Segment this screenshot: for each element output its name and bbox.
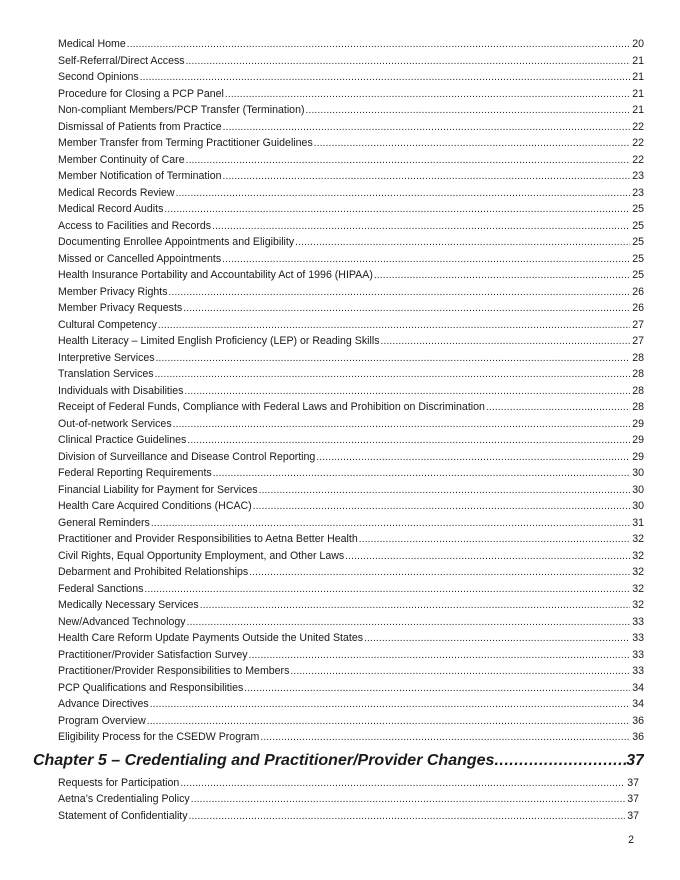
toc-entry[interactable] bbox=[58, 152, 644, 169]
toc-entry[interactable] bbox=[58, 791, 639, 808]
toc-entry-title: Missed or Cancelled Appointments bbox=[58, 252, 222, 265]
toc-entry-page: 37 bbox=[627, 793, 639, 805]
toc-entry-page: 33 bbox=[632, 648, 644, 661]
toc-entry-page: 29 bbox=[632, 417, 644, 430]
toc-entry-page: 28 bbox=[632, 384, 644, 397]
toc-leader-dots bbox=[381, 334, 631, 350]
toc-entry-page: 28 bbox=[632, 401, 644, 413]
toc-leader-dots bbox=[158, 318, 630, 334]
toc-entry-page: 25 bbox=[632, 252, 644, 265]
toc-entry[interactable] bbox=[58, 69, 644, 86]
toc-leader-dots bbox=[173, 417, 631, 433]
toc-entry-title: Health Literacy – Limited English Proficiency (LEP) or Reading Skills bbox=[58, 335, 380, 347]
toc-leader-dots bbox=[184, 384, 630, 400]
toc-leader-dots bbox=[127, 37, 630, 53]
chapter-entries bbox=[58, 775, 639, 825]
toc-entry-title: Financial Liability for Payment for Services bbox=[58, 483, 258, 496]
toc-entry-title: Dismissal of Patients from Practice bbox=[58, 120, 222, 133]
toc-entry[interactable] bbox=[58, 531, 644, 548]
toc-entry[interactable] bbox=[58, 630, 644, 647]
toc-entry-page: 25 bbox=[632, 236, 644, 248]
toc-entry-page: 30 bbox=[632, 483, 644, 496]
toc-entry-page: 28 bbox=[632, 351, 644, 364]
toc-entry[interactable] bbox=[58, 498, 644, 515]
toc-entry-page: 27 bbox=[632, 318, 644, 331]
toc-entry[interactable] bbox=[58, 168, 644, 185]
toc-leader-dots bbox=[164, 202, 630, 218]
toc-entry[interactable] bbox=[58, 432, 644, 449]
toc-leader-dots bbox=[222, 252, 630, 268]
toc-entry-page: 29 bbox=[632, 434, 644, 446]
toc-entry[interactable] bbox=[58, 663, 644, 680]
toc-entry-title: Program Overview bbox=[58, 714, 146, 727]
toc-entry[interactable] bbox=[58, 201, 644, 218]
toc-entry-title: Out-of-network Services bbox=[58, 417, 172, 430]
toc-entry-page: 21 bbox=[632, 71, 644, 83]
toc-leader-dots bbox=[249, 648, 631, 664]
toc-entry-title: Clinical Practice Guidelines bbox=[58, 434, 187, 446]
toc-entry-title: Self-Referral/Direct Access bbox=[58, 54, 185, 67]
toc-entries bbox=[58, 36, 644, 746]
toc-entry-title: Member Transfer from Terming Practitioner Guidelines bbox=[58, 137, 313, 149]
toc-leader-dots bbox=[314, 136, 630, 152]
toc-entry[interactable] bbox=[58, 53, 644, 70]
toc-entry-page: 31 bbox=[632, 516, 644, 529]
toc-entry[interactable] bbox=[58, 383, 644, 400]
toc-entry-title: Eligibility Process for the CSEDW Program bbox=[58, 731, 260, 743]
toc-entry-title: Federal Reporting Requirements bbox=[58, 467, 212, 479]
toc-entry[interactable] bbox=[58, 218, 644, 235]
toc-entry-title: New/Advanced Technology bbox=[58, 615, 186, 628]
toc-leader-dots bbox=[295, 235, 630, 251]
toc-entry[interactable] bbox=[58, 350, 644, 367]
toc-entry-page: 32 bbox=[632, 582, 644, 595]
toc-entry-title: Cultural Competency bbox=[58, 318, 157, 331]
toc-entry[interactable] bbox=[58, 597, 644, 614]
toc-entry-page: 25 bbox=[632, 269, 644, 281]
toc-entry-page: 21 bbox=[632, 104, 644, 116]
table-of-contents bbox=[33, 36, 644, 824]
toc-entry-title: Member Notification of Termination bbox=[58, 170, 222, 182]
page-number: 2 bbox=[628, 834, 634, 846]
toc-entry-title: Member Continuity of Care bbox=[58, 153, 185, 166]
toc-entry-page: 34 bbox=[632, 698, 644, 710]
chapter-title: Chapter 5 – Credentialing and Practitioner/Provider Changes bbox=[33, 751, 495, 769]
toc-entry-page: 22 bbox=[632, 137, 644, 149]
toc-leader-dots bbox=[187, 615, 631, 631]
toc-entry-title: Second Opinions bbox=[58, 71, 139, 83]
toc-entry-title: Access to Facilities and Records bbox=[58, 219, 212, 232]
toc-entry[interactable] bbox=[58, 399, 644, 416]
toc-entry-title: Non-compliant Members/PCP Transfer (Termination) bbox=[58, 104, 305, 116]
toc-entry[interactable] bbox=[58, 680, 644, 697]
toc-entry-page: 32 bbox=[632, 549, 644, 562]
toc-entry-page: 32 bbox=[632, 599, 644, 611]
toc-entry[interactable] bbox=[58, 251, 644, 268]
toc-leader-dots bbox=[223, 169, 631, 185]
toc-entry-page: 32 bbox=[632, 533, 644, 545]
toc-entry-title: Medically Necessary Services bbox=[58, 599, 199, 611]
toc-leader-dots bbox=[260, 730, 630, 746]
toc-entry-title: Division of Surveillance and Disease Control Reporting bbox=[58, 450, 316, 463]
toc-leader-dots bbox=[359, 532, 630, 548]
toc-entry-page: 21 bbox=[632, 54, 644, 67]
toc-leader-dots bbox=[150, 697, 631, 713]
chapter-page: 37 bbox=[626, 751, 644, 769]
toc-entry-title: Requests for Participation bbox=[58, 776, 180, 789]
toc-leader-dots bbox=[176, 186, 631, 202]
toc-leader-dots bbox=[191, 792, 625, 808]
toc-entry-title: Interpretive Services bbox=[58, 351, 155, 364]
toc-entry[interactable] bbox=[58, 482, 644, 499]
toc-entry[interactable] bbox=[58, 614, 644, 631]
toc-leader-dots bbox=[345, 549, 630, 565]
toc-entry[interactable] bbox=[58, 317, 644, 334]
toc-entry-title: Procedure for Closing a PCP Panel bbox=[58, 87, 224, 100]
toc-leader-dots bbox=[290, 664, 630, 680]
toc-leader-dots bbox=[223, 120, 631, 136]
toc-entry-page: 22 bbox=[632, 153, 644, 166]
toc-leader-dots bbox=[306, 103, 631, 119]
toc-entry-title: Receipt of Federal Funds, Compliance with Federal Laws and Prohibition on Discrimination bbox=[58, 401, 485, 413]
toc-leader-dots bbox=[169, 285, 631, 301]
toc-entry-title: Medical Record Audits bbox=[58, 203, 164, 215]
toc-entry-title: Medical Records Review bbox=[58, 186, 175, 199]
toc-leader-dots bbox=[151, 516, 630, 532]
toc-entry[interactable] bbox=[58, 515, 644, 532]
toc-entry-title: Advance Directives bbox=[58, 698, 149, 710]
chapter-heading[interactable] bbox=[33, 748, 644, 774]
toc-entry-page: 26 bbox=[632, 285, 644, 298]
toc-entry-page: 21 bbox=[632, 87, 644, 100]
toc-entry[interactable] bbox=[58, 775, 639, 792]
toc-entry[interactable] bbox=[58, 36, 644, 53]
toc-entry[interactable] bbox=[58, 729, 644, 746]
toc-entry-page: 33 bbox=[632, 665, 644, 677]
toc-leader-dots bbox=[316, 450, 630, 466]
toc-entry-page: 23 bbox=[632, 186, 644, 199]
toc-entry-page: 36 bbox=[632, 731, 644, 743]
toc-entry-page: 25 bbox=[632, 203, 644, 215]
toc-leader-dots bbox=[189, 809, 626, 825]
toc-entry[interactable] bbox=[58, 86, 644, 103]
toc-entry-page: 37 bbox=[627, 809, 639, 822]
toc-entry-title: PCP Qualifications and Responsibilities bbox=[58, 681, 244, 694]
toc-entry-title: Documenting Enrollee Appointments and Eligibility bbox=[58, 236, 295, 248]
toc-leader-dots bbox=[155, 367, 631, 383]
toc-entry-title: Member Privacy Requests bbox=[58, 302, 183, 314]
toc-entry-title: Practitioner/Provider Satisfaction Survey bbox=[58, 648, 248, 661]
toc-entry-page: 28 bbox=[632, 368, 644, 380]
toc-entry[interactable] bbox=[58, 808, 639, 825]
toc-entry-page: 27 bbox=[632, 335, 644, 347]
toc-entry-page: 37 bbox=[627, 776, 639, 789]
toc-entry-title: Practitioner/Provider Responsibilities to Members bbox=[58, 665, 290, 677]
toc-entry-page: 30 bbox=[632, 467, 644, 479]
toc-leader-dots bbox=[249, 565, 630, 581]
toc-entry-page: 34 bbox=[632, 681, 644, 694]
chapter-leader-dots bbox=[494, 748, 626, 774]
toc-entry-page: 26 bbox=[632, 302, 644, 314]
toc-entry-title: Health Care Acquired Conditions (HCAC) bbox=[58, 500, 252, 512]
toc-entry[interactable] bbox=[58, 449, 644, 466]
toc-entry[interactable] bbox=[58, 119, 644, 136]
toc-leader-dots bbox=[156, 351, 631, 367]
toc-entry-title: Individuals with Disabilities bbox=[58, 384, 184, 397]
toc-entry-page: 20 bbox=[632, 38, 644, 50]
toc-leader-dots bbox=[374, 268, 630, 284]
toc-entry[interactable] bbox=[58, 267, 644, 284]
toc-entry[interactable] bbox=[58, 696, 644, 713]
toc-entry-title: Medical Home bbox=[58, 38, 126, 50]
toc-entry-page: 33 bbox=[632, 632, 644, 644]
toc-entry[interactable] bbox=[58, 713, 644, 730]
toc-entry[interactable] bbox=[58, 647, 644, 664]
toc-entry[interactable] bbox=[58, 102, 644, 119]
toc-leader-dots bbox=[225, 87, 630, 103]
toc-entry[interactable] bbox=[58, 284, 644, 301]
toc-leader-dots bbox=[212, 219, 630, 235]
toc-leader-dots bbox=[364, 631, 630, 647]
toc-leader-dots bbox=[253, 499, 630, 515]
toc-leader-dots bbox=[147, 714, 630, 730]
toc-entry-page: 29 bbox=[632, 450, 644, 463]
toc-leader-dots bbox=[180, 776, 625, 792]
toc-entry[interactable] bbox=[58, 366, 644, 383]
toc-entry[interactable] bbox=[58, 300, 644, 317]
toc-entry-page: 23 bbox=[632, 170, 644, 182]
toc-entry-title: Practitioner and Provider Responsibilities to Aetna Better Health bbox=[58, 533, 358, 545]
toc-entry[interactable] bbox=[58, 234, 644, 251]
toc-entry-title: Debarment and Prohibited Relationships bbox=[58, 566, 249, 578]
toc-entry-page: 33 bbox=[632, 615, 644, 628]
toc-entry-title: Federal Sanctions bbox=[58, 582, 144, 595]
toc-entry[interactable] bbox=[58, 333, 644, 350]
toc-leader-dots bbox=[244, 681, 630, 697]
toc-leader-dots bbox=[186, 153, 631, 169]
toc-entry-title: Health Insurance Portability and Accountability Act of 1996 (HIPAA) bbox=[58, 269, 373, 281]
toc-leader-dots bbox=[259, 483, 631, 499]
toc-entry-title: Translation Services bbox=[58, 368, 154, 380]
toc-entry-title: General Reminders bbox=[58, 516, 150, 529]
toc-leader-dots bbox=[144, 582, 630, 598]
toc-leader-dots bbox=[186, 54, 631, 70]
toc-leader-dots bbox=[200, 598, 630, 614]
toc-entry-page: 32 bbox=[632, 566, 644, 578]
toc-entry-title: Health Care Reform Update Payments Outside the United States bbox=[58, 632, 364, 644]
toc-entry-page: 25 bbox=[632, 219, 644, 232]
toc-entry[interactable] bbox=[58, 465, 644, 482]
toc-leader-dots bbox=[183, 301, 630, 317]
toc-entry[interactable] bbox=[58, 185, 644, 202]
toc-entry-title: Aetna’s Credentialing Policy bbox=[58, 793, 190, 805]
toc-entry-page: 36 bbox=[632, 714, 644, 727]
toc-entry-title: Member Privacy Rights bbox=[58, 285, 168, 298]
toc-entry[interactable] bbox=[58, 581, 644, 598]
toc-entry[interactable] bbox=[58, 416, 644, 433]
toc-entry[interactable] bbox=[58, 548, 644, 565]
toc-leader-dots bbox=[486, 400, 630, 416]
toc-entry-page: 22 bbox=[632, 120, 644, 133]
toc-entry[interactable] bbox=[58, 564, 644, 581]
toc-leader-dots bbox=[187, 433, 630, 449]
toc-entry[interactable] bbox=[58, 135, 644, 152]
toc-leader-dots bbox=[213, 466, 631, 482]
toc-leader-dots bbox=[140, 70, 631, 86]
toc-entry-title: Statement of Confidentiality bbox=[58, 809, 188, 822]
toc-entry-title: Civil Rights, Equal Opportunity Employment, and Other Laws bbox=[58, 549, 345, 562]
toc-entry-page: 30 bbox=[632, 500, 644, 512]
